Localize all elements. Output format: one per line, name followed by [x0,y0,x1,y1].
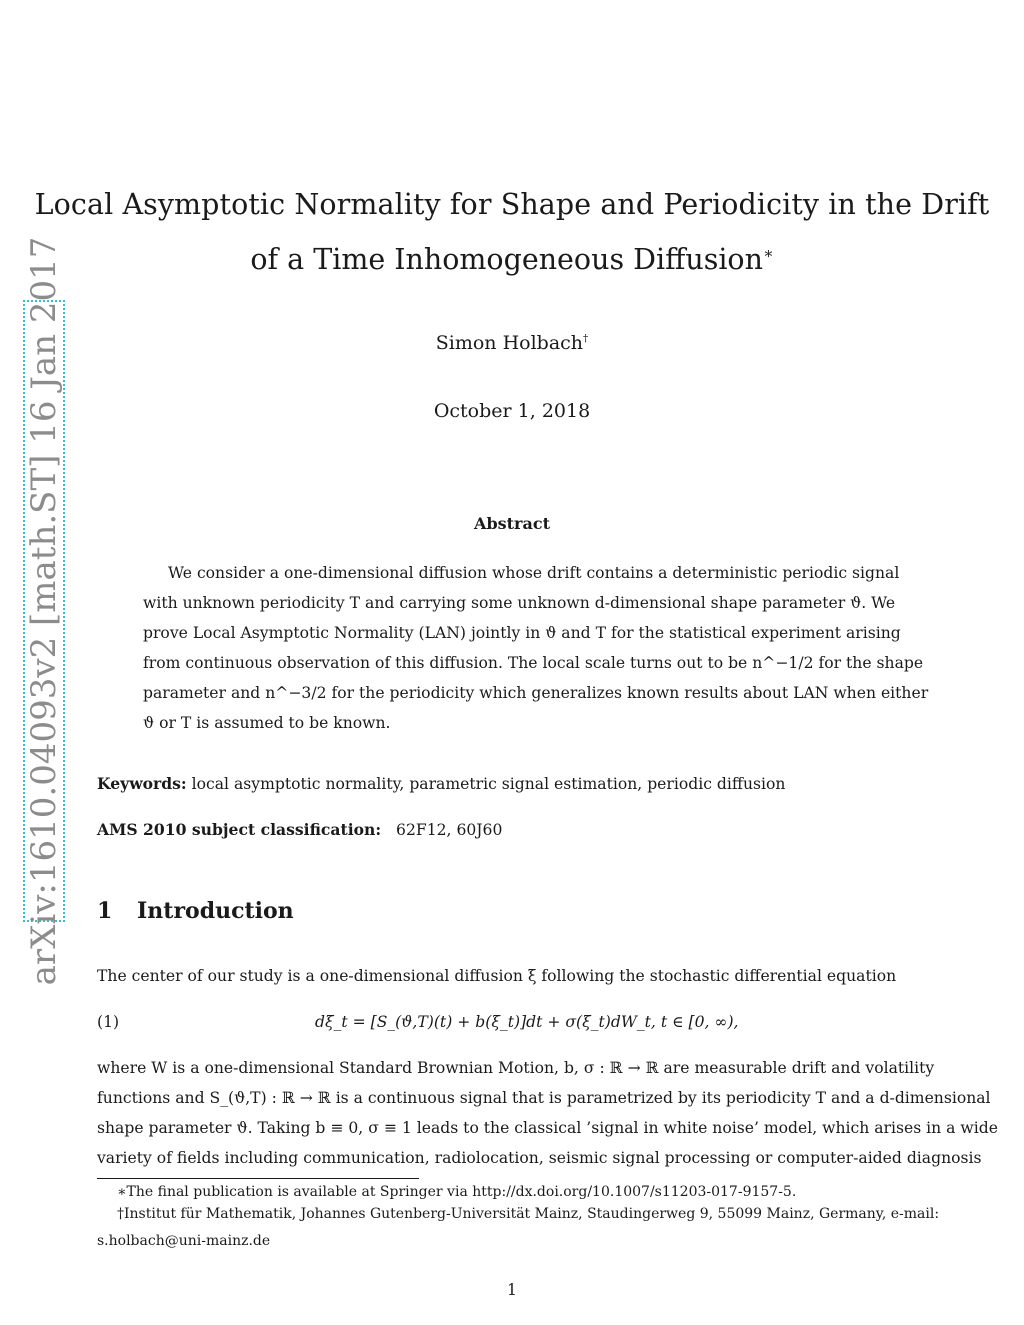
intro-lead: The center of our study is a one-dimensional diffusion ξ following the stochastic differential equation [97,967,897,985]
arxiv-stamp [23,236,65,986]
arxiv-identifier: arXiv:1610.04093v2 [math.ST] 16 Jan 2017 [24,236,64,986]
ams-classification [97,820,502,839]
ams-codes: 62F12, 60J60 [396,821,503,839]
author [0,332,1024,354]
paper-title-line-2-text: of a Time Inhomogeneous Diffusion [250,243,763,276]
abstract-heading: Abstract [474,514,550,533]
section-heading [97,898,294,924]
author-name: Simon Holbach [435,332,584,354]
equation-number: (1) [97,1013,120,1031]
keywords-text: local asymptotic normality, parametric signal estimation, periodic diffusion [191,775,786,793]
abstract-line: ϑ or T is assumed to be known. [143,714,391,732]
keywords [97,774,785,793]
footnote-2-email: s.holbach@uni-mainz.de [97,1233,271,1249]
title-footnote-marker: ∗ [762,243,774,263]
abstract-line: prove Local Asymptotic Normality (LAN) jointly in ϑ and T for the statistical experiment arising [143,624,901,642]
paper-title-line-1: Local Asymptotic Normality for Shape and Periodicity in the Drift [34,188,990,221]
paper-title-line-2 [0,243,1024,276]
footnote-2: †Institut für Mathematik, Johannes Gutenberg-Universität Mainz, Staudingerweg 9, 55099 Mainz, Germany, e-mail: [117,1206,940,1222]
footnote-divider [97,1178,419,1179]
intro-line: shape parameter ϑ. Taking b ≡ 0, σ ≡ 1 leads to the classical ’signal in white noise’ model, which arises in a wide [97,1119,998,1137]
intro-line: where W is a one-dimensional Standard Brownian Motion, b, σ : ℝ → ℝ are measurable drift and volatility [97,1059,935,1077]
keywords-label: Keywords: [97,774,187,793]
equation: dξ_t = [S_(ϑ,T)(t) + b(ξ_t)]dt + σ(ξ_t)dW_t, t ∈ [0, ∞), [315,1013,739,1031]
abstract-line: We consider a one-dimensional diffusion whose drift contains a deterministic periodic signal [168,564,900,582]
intro-line: functions and S_(ϑ,T) : ℝ → ℝ is a continuous signal that is parametrized by its periodicity T and a d-dimensional [97,1089,991,1107]
page-number: 1 [507,1281,517,1299]
abstract-line: with unknown periodicity T and carrying some unknown d-dimensional shape parameter ϑ. We [143,594,896,612]
abstract-line: from continuous observation of this diffusion. The local scale turns out to be n^−1/2 for the shape [143,654,924,672]
ams-label: AMS 2010 subject classification: [97,820,382,839]
footnote-1: ∗The final publication is available at Springer via http://dx.doi.org/10.1007/s11203-017-9157-5. [117,1184,797,1200]
section-number: 1 [97,898,113,924]
date: October 1, 2018 [433,400,591,422]
author-footnote-marker: † [583,332,589,345]
intro-line: variety of fields including communication, radiolocation, seismic signal processing or computer-aided diagnosis [97,1149,982,1167]
abstract-line: parameter and n^−3/2 for the periodicity which generalizes known results about LAN when either [143,684,929,702]
section-title: Introduction [137,898,294,924]
